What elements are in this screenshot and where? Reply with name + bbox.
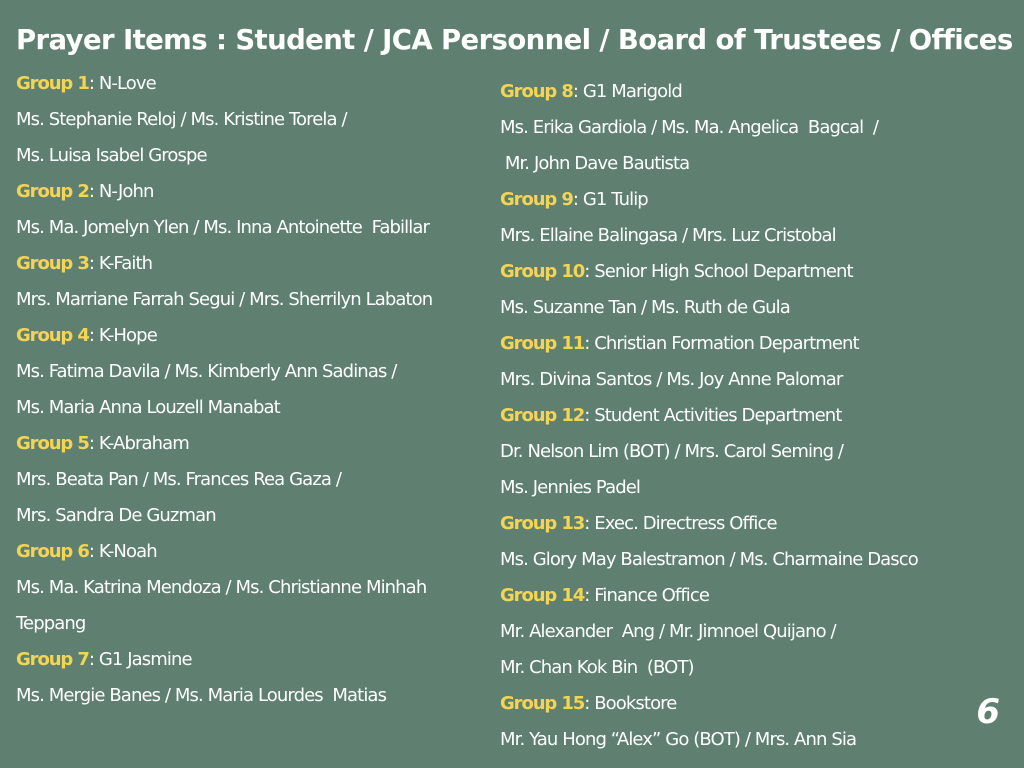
- group-heading: [500, 686, 1005, 722]
- group-label: Group 13: [500, 513, 585, 534]
- group-separator: :: [88, 253, 99, 274]
- member-names: Ms. Luisa Isabel Grospe: [16, 145, 207, 166]
- group-label: Group 7: [16, 649, 89, 670]
- group-name: K-Hope: [98, 325, 157, 346]
- group-label: Group 15: [500, 693, 585, 714]
- group-label: Group 4: [16, 325, 89, 346]
- group-heading: [16, 426, 496, 462]
- member-names: Mr. John Dave Bautista: [500, 153, 690, 174]
- group-heading: [500, 398, 1005, 434]
- group-heading: [500, 254, 1005, 290]
- member-names: Mr. Alexander Ang / Mr. Jimnoel Quijano /: [500, 621, 836, 642]
- group-separator: :: [88, 649, 99, 670]
- member-names: Ms. Ma. Jomelyn Ylen / Ms. Inna Antoinette Fabillar: [16, 217, 429, 238]
- member-names: Ms. Ma. Katrina Mendoza / Ms. Christianne Minhah: [16, 577, 427, 598]
- slide-title: Prayer Items : Student / JCA Personnel / Board of Trustees / Offices: [16, 24, 1013, 56]
- group-separator: :: [584, 693, 595, 714]
- member-names: Mrs. Ellaine Balingasa / Mrs. Luz Cristobal: [500, 225, 836, 246]
- group-name: N-John: [98, 181, 154, 202]
- group-name: Student Activities Department: [594, 405, 842, 426]
- group-heading: [500, 182, 1005, 218]
- group-heading: [500, 74, 1005, 110]
- member-names: Teppang: [16, 613, 86, 634]
- group-heading: [16, 318, 496, 354]
- member-names: Ms. Suzanne Tan / Ms. Ruth de Gula: [500, 297, 790, 318]
- group-name: Finance Office: [594, 585, 710, 606]
- member-names: Mr. Yau Hong “Alex” Go (BOT) / Mrs. Ann Sia: [500, 729, 857, 750]
- group-name: N-Love: [98, 73, 156, 94]
- group-separator: :: [584, 513, 595, 534]
- left-column: [16, 66, 496, 714]
- group-name: G1 Marigold: [582, 81, 682, 102]
- group-heading: [16, 66, 496, 102]
- member-names: Ms. Mergie Banes / Ms. Maria Lourdes Matias: [16, 685, 387, 706]
- member-names: Ms. Maria Anna Louzell Manabat: [16, 397, 280, 418]
- group-separator: :: [572, 189, 583, 210]
- group-label: Group 11: [500, 333, 585, 354]
- group-name: Senior High School Department: [594, 261, 853, 282]
- group-name: G1 Tulip: [582, 189, 648, 210]
- right-column: [500, 74, 1005, 758]
- group-label: Group 9: [500, 189, 573, 210]
- group-label: Group 2: [16, 181, 89, 202]
- group-label: Group 6: [16, 541, 89, 562]
- group-name: Exec. Directress Office: [594, 513, 777, 534]
- member-names: Mrs. Sandra De Guzman: [16, 505, 216, 526]
- group-heading: [16, 534, 496, 570]
- group-label: Group 1: [16, 73, 89, 94]
- member-names: Mrs. Marriane Farrah Segui / Mrs. Sherrilyn Labaton: [16, 289, 433, 310]
- group-name: K-Noah: [98, 541, 157, 562]
- member-names: Dr. Nelson Lim (BOT) / Mrs. Carol Seming /: [500, 441, 844, 462]
- group-separator: :: [584, 405, 595, 426]
- group-heading: [500, 326, 1005, 362]
- group-separator: :: [88, 325, 99, 346]
- member-names: Ms. Jennies Padel: [500, 477, 641, 498]
- group-heading: [500, 506, 1005, 542]
- group-separator: :: [584, 333, 595, 354]
- group-name: K-Abraham: [98, 433, 189, 454]
- group-name: Bookstore: [594, 693, 677, 714]
- group-heading: [16, 246, 496, 282]
- group-name: K-Faith: [98, 253, 153, 274]
- group-separator: :: [572, 81, 583, 102]
- page-number: 6: [976, 692, 1000, 732]
- group-label: Group 5: [16, 433, 89, 454]
- member-names: Ms. Stephanie Reloj / Ms. Kristine Torela /: [16, 109, 347, 130]
- group-name: G1 Jasmine: [98, 649, 192, 670]
- group-heading: [16, 174, 496, 210]
- group-separator: :: [584, 261, 595, 282]
- group-name: Christian Formation Department: [594, 333, 859, 354]
- member-names: Mrs. Beata Pan / Ms. Frances Rea Gaza /: [16, 469, 341, 490]
- member-names: Mrs. Divina Santos / Ms. Joy Anne Palomar: [500, 369, 843, 390]
- group-label: Group 10: [500, 261, 585, 282]
- group-separator: :: [584, 585, 595, 606]
- group-separator: :: [88, 73, 99, 94]
- group-label: Group 14: [500, 585, 585, 606]
- member-names: Mr. Chan Kok Bin (BOT): [500, 657, 694, 678]
- group-separator: :: [88, 181, 99, 202]
- group-separator: :: [88, 433, 99, 454]
- group-label: Group 12: [500, 405, 585, 426]
- group-heading: [500, 578, 1005, 614]
- group-heading: [16, 642, 496, 678]
- member-names: Ms. Erika Gardiola / Ms. Ma. Angelica Bagcal /: [500, 117, 879, 138]
- group-label: Group 3: [16, 253, 89, 274]
- member-names: Ms. Glory May Balestramon / Ms. Charmaine Dasco: [500, 549, 918, 570]
- group-separator: :: [88, 541, 99, 562]
- group-label: Group 8: [500, 81, 573, 102]
- member-names: Ms. Fatima Davila / Ms. Kimberly Ann Sadinas /: [16, 361, 397, 382]
